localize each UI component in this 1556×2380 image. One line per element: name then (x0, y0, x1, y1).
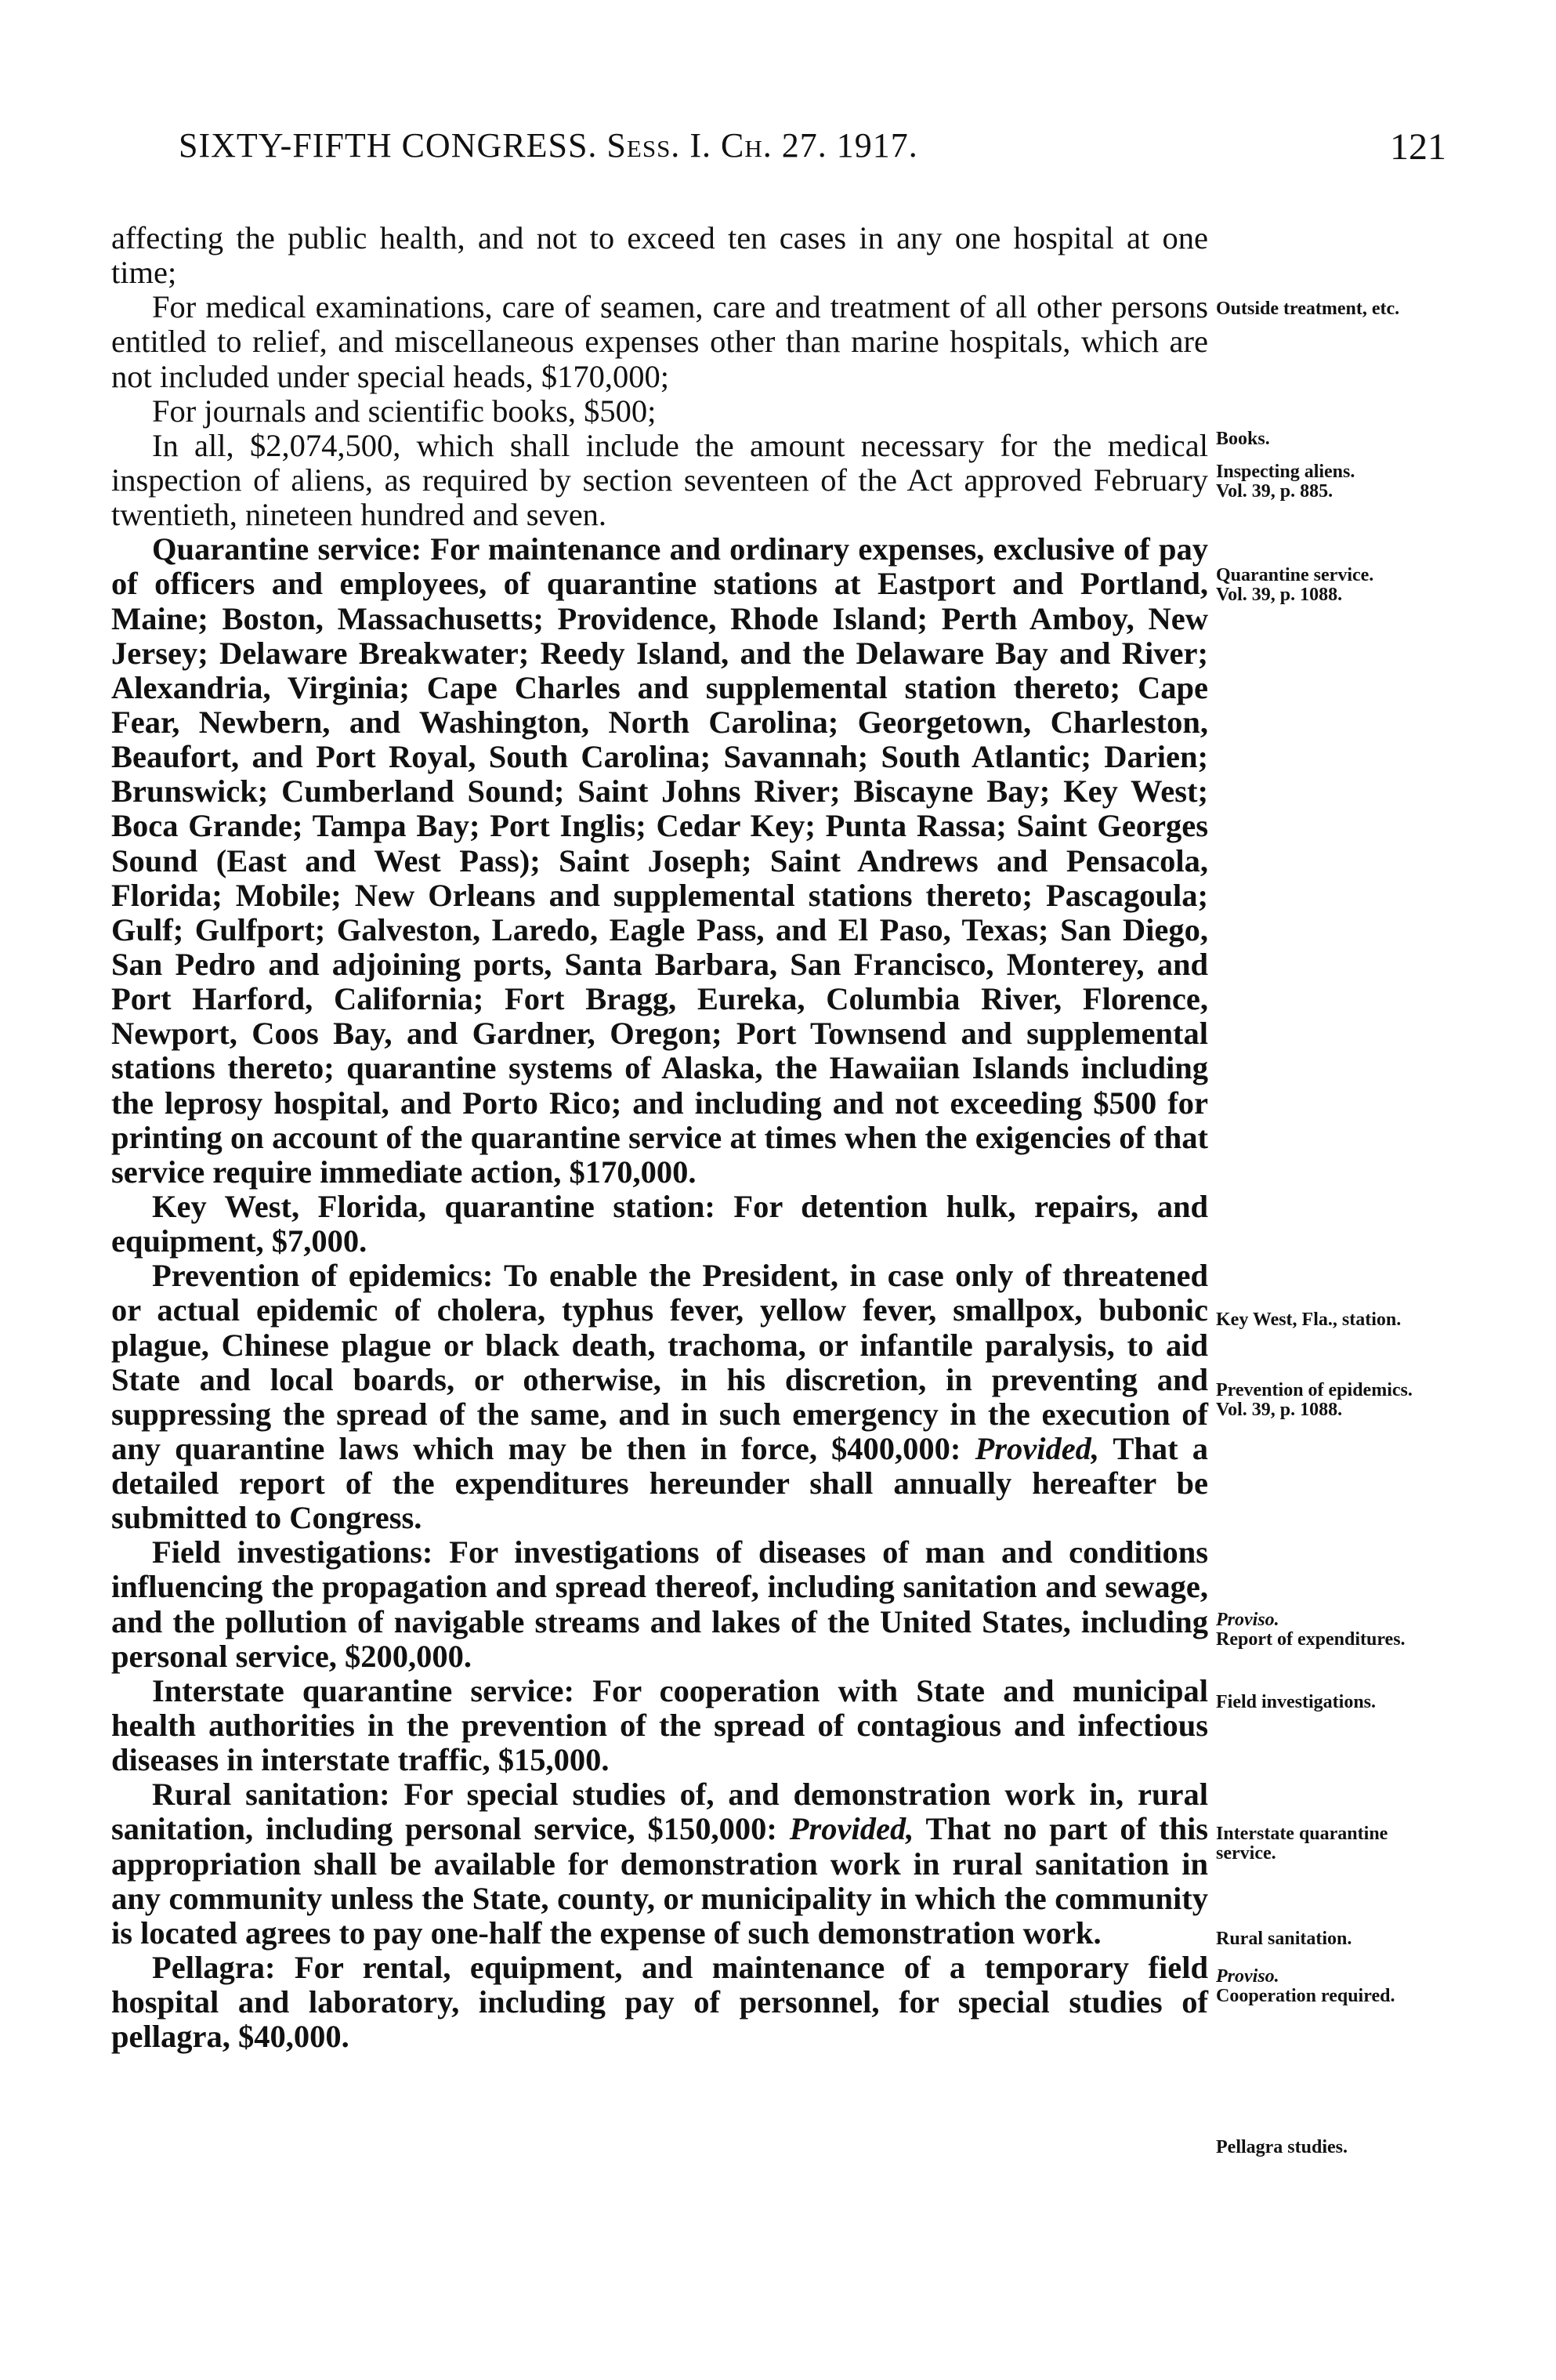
paragraph-journals: For journals and scientific books, $500; (152, 393, 657, 429)
margin-note-interstate-quarantine (1216, 1824, 1451, 1864)
margin-note-pellagra (1216, 2138, 1451, 2157)
paragraph-in-all: In all, $2,074,500, which shall include the amount necessary for the medical inspection of aliens, as required by section seventeen of the Act approved February twentieth, nineteen hundred and seven. (111, 427, 1208, 533)
margin-note-proviso-cooperation (1216, 1967, 1451, 2007)
paragraph-continuation: affecting the public health, and not to exceed ten cases in any one hospital at one time; (111, 220, 1208, 291)
paragraph-prevention-of-epidemics (111, 1259, 1208, 1535)
margin-note-prevention-of-epidemics (1216, 1381, 1451, 1421)
paragraph-field-investigations: Field investigations: For investigations of diseases of man and conditions influencing the propagation and spread thereof, including sanitation and sewage, and the pollution of navigable streams and lakes of the United States, including personal service, $200,000. (111, 1534, 1208, 1674)
margin-note-field-investigations (1216, 1693, 1451, 1712)
paragraph-quarantine-service: Quarantine service: For maintenance and ordinary expenses, exclusive of pay of officers and employees, of quarantine stations at Eastport and Portland, Maine; Boston, Massachusetts; Providence, Rhode Island; Perth Amboy, New Jersey; Delaware Breakwater; Reedy Island, and the Delaware Bay and River; Alexandria, Virginia; Cape Charles and supplemental station thereto; Cape Fear, Newbern, and Washington, North Carolina; Georgetown, Charleston, Beaufort, and Port Royal, South Carolina; Savannah; South Atlantic; Darien; Brunswick; Cumberland Sound; Saint Johns River; Biscayne Bay; Key West; Boca Grande; Tampa Bay; Port Inglis; Cedar Key; Punta Rassa; Saint Georges Sound (East and West Pass); Saint Joseph; Saint Andrews and Pensacola, Florida; Mobile; New Orleans and supplemental stations thereto; Pascagoula; Gulf; Gulfport; Galveston, Laredo, Eagle Pass, and El Paso, Texas; San Diego, San Pedro and adjoining ports, Santa Barbara, San Francisco, Monterey, and Port Harford, California; Fort Bragg, Eureka, Columbia River, Florence, Newport, Coos Bay, and Gardner, Oregon; Port Townsend and supplemental stations thereto; quarantine systems of Alaska, the Hawaiian Islands including the leprosy hospital, and Porto Rico; and including and not exceeding $500 for printing on account of the quarantine service at times when the exigencies of that service require immediate action, $170,000. (111, 531, 1208, 1190)
text-segment: That no part of this appropriation shall be available for demonstration work in rural sanitation in any community unless the State, county, or municipality in which the community is located agrees to pay one-half the expense of such demonstration work. (111, 1811, 1208, 1951)
paragraph-pellagra: Pellagra: For rental, equipment, and maintenance of a temporary field hospital and laboratory, including pay of personnel, for special studies of pellagra, $40,000. (111, 1950, 1208, 2055)
margin-note-proviso: Proviso. (1216, 1966, 1279, 1987)
paragraph-key-west: Key West, Florida, quarantine station: For detention hulk, repairs, and equipment, $7,000. (111, 1188, 1208, 1259)
margin-note-proviso: Proviso. (1216, 1610, 1279, 1630)
page-number: 121 (1390, 126, 1446, 168)
margin-note-text: Books. (1216, 429, 1270, 449)
proviso-word: Provided, (975, 1430, 1100, 1466)
margin-note-rural-sanitation (1216, 1929, 1451, 1949)
margin-note-text: Pellagra studies. (1216, 2137, 1348, 2157)
margin-note-key-west (1216, 1310, 1451, 1330)
page-header (0, 125, 1556, 180)
main-text (111, 221, 1208, 2054)
paragraph-interstate-quarantine: Interstate quarantine service: For cooperation with State and municipal health authorities in the prevention of the spread of contagious and infectious diseases in interstate traffic, $15,000. (111, 1672, 1208, 1778)
margin-note-text: Quarantine service. (1216, 565, 1374, 585)
margin-note-text: Rural sanitation. (1216, 1929, 1352, 1949)
margin-note-text: Prevention of epidemics. (1216, 1380, 1413, 1400)
margin-note-proviso-report (1216, 1610, 1451, 1650)
margin-note-ref: Vol. 39, p. 1088. (1216, 585, 1343, 606)
text-segment: That a detailed report of the expenditures hereunder shall annually hereafter be submitted to Congress. (111, 1430, 1208, 1536)
paragraph-rural-sanitation (111, 1777, 1208, 1951)
margin-note-text: Report of expenditures. (1216, 1629, 1406, 1650)
margin-note-outside-treatment (1216, 299, 1451, 319)
margin-note-inspecting-aliens (1216, 462, 1451, 502)
running-head: SIXTY-FIFTH CONGRESS. Sess. I. Ch. 27. 1917. (179, 126, 918, 165)
margin-note-books (1216, 429, 1451, 449)
margin-note-text: Outside treatment, etc. (1216, 299, 1400, 319)
margin-note-text: Key West, Fla., station. (1216, 1310, 1402, 1330)
margin-note-text: Cooperation required. (1216, 1986, 1395, 2007)
margin-note-ref: Vol. 39, p. 885. (1216, 481, 1333, 502)
paragraph-medical-examinations: For medical examinations, care of seamen, care and treatment of all other persons entitled to relief, and miscellaneous expenses other than marine hospitals, which are not included under special heads, $170,000; (111, 289, 1208, 394)
margin-note-text: Interstate quarantine service. (1216, 1824, 1388, 1864)
text-segment: Prevention of epidemics: To enable the President, in case only of threatened or actual epidemic of cholera, typhus fever, yellow fever, smallpox, bubonic plague, Chinese plague or black death, trachoma, or infantile paralysis, to aid State and local boards, or otherwise, in his discretion, in preventing and suppressing the spread of the same, and in such emergency in the execution of any quarantine laws which may be then in force, $400,000: (111, 1258, 1208, 1466)
text-segment: Rural sanitation: For special studies of, and demonstration work in, rural sanitation, including personal service, $150,000: (111, 1777, 1208, 1847)
margin-note-text: Field investigations. (1216, 1692, 1377, 1712)
margin-note-text: Inspecting aliens. (1216, 462, 1355, 482)
margin-note-quarantine-service (1216, 566, 1451, 606)
proviso-word: Provided, (789, 1811, 914, 1847)
margin-note-ref: Vol. 39, p. 1088. (1216, 1400, 1343, 1421)
